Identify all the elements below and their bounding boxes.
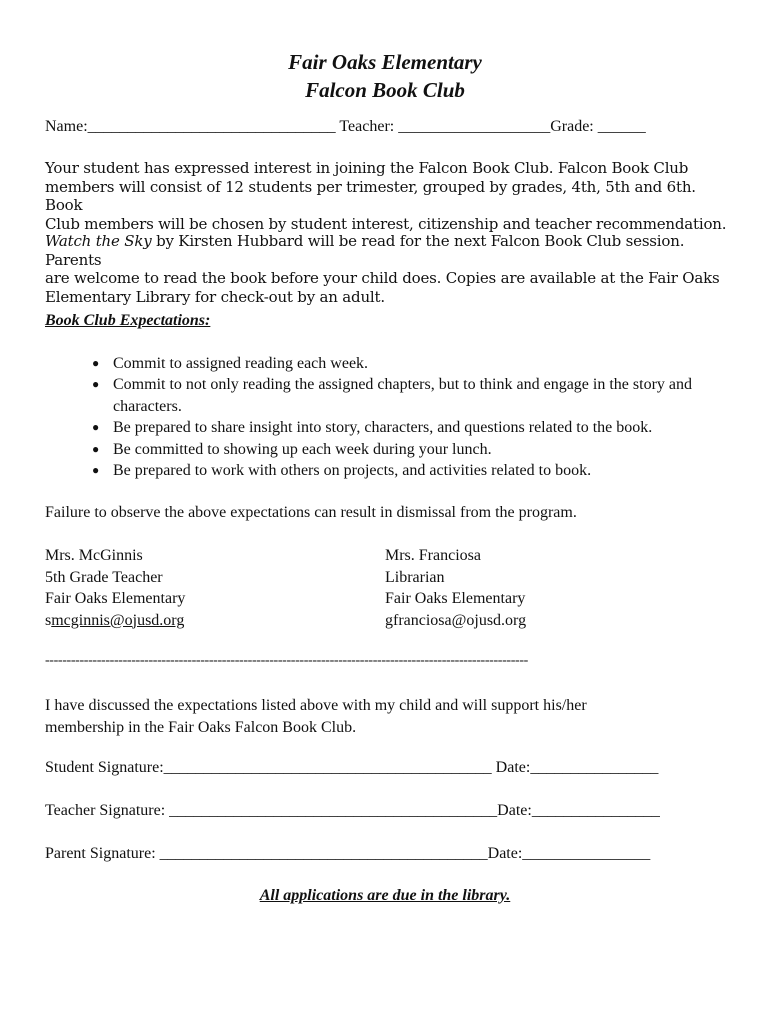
- teacher-field[interactable]: ___________________: [398, 118, 551, 135]
- expectations-heading: Book Club Expectations:: [45, 312, 211, 329]
- date-label: Date:: [497, 802, 532, 819]
- name-field[interactable]: _______________________________: [87, 118, 336, 135]
- book-paragraph: [45, 232, 735, 306]
- signature-label: Parent Signature:: [45, 845, 156, 862]
- due-notice: All applications are due in the library.: [259, 887, 511, 904]
- date-label: Date:: [495, 759, 531, 776]
- grade-label: Grade:: [550, 118, 594, 135]
- contact-name: Mrs. McGinnis: [45, 547, 143, 564]
- grade-field[interactable]: ______: [597, 118, 646, 135]
- contact-name: Mrs. Franciosa: [385, 547, 481, 564]
- contact-role: 5th Grade Teacher: [45, 568, 163, 586]
- contact-school: Fair Oaks Elementary: [45, 590, 186, 607]
- parent-signature-field[interactable]: _________________________________________: [159, 845, 488, 862]
- list-item: ● Be committed to showing up each week during your lunch.: [92, 439, 732, 460]
- contact-franciosa: [385, 545, 526, 631]
- parent-signature-line: [45, 845, 650, 863]
- cut-line-divider: ----------------------------------------------------------------------------------------------------------------: [45, 653, 528, 668]
- intro-line: members will consist of 12 students per trimester, grouped by grades, 4th, 5th and 6th. Book: [45, 177, 696, 214]
- signature-label: Student Signature:: [45, 759, 164, 776]
- list-item: ● Be prepared to share insight into story, characters, and questions related to the book.: [92, 417, 732, 438]
- book-line: Watch the Sky by Kirsten Hubbard will be read for the next Falcon Book Club session. Parents: [45, 232, 685, 269]
- teacher-label: Teacher:: [339, 118, 395, 135]
- teacher-signature-field[interactable]: _________________________________________: [169, 802, 498, 819]
- list-item: ● Be prepared to work with others on projects, and activities related to book.: [92, 460, 732, 481]
- book-title: Watch the Sky: [45, 232, 152, 250]
- list-item: ● Commit to not only reading the assigned chapters, but to think and engage in the story and characters.: [92, 374, 732, 417]
- teacher-date-field[interactable]: ________________: [531, 802, 660, 819]
- book-line: Elementary Library for check-out by an adult.: [45, 287, 385, 306]
- page-subtitle: Falcon Book Club: [305, 78, 465, 102]
- contact-role: Librarian: [385, 568, 445, 586]
- student-signature-field[interactable]: _________________________________________: [163, 759, 492, 776]
- contact-mcginnis: [45, 545, 185, 631]
- contact-school: Fair Oaks Elementary: [385, 590, 526, 607]
- expectations-list: [92, 353, 732, 481]
- list-item: ● Commit to assigned reading each week.: [92, 353, 732, 374]
- intro-line: Club members will be chosen by student interest, citizenship and teacher recommendation.: [45, 214, 727, 233]
- date-label: Date:: [487, 845, 523, 862]
- name-label: Name:: [45, 118, 88, 135]
- student-date-field[interactable]: ________________: [530, 759, 659, 776]
- contact-email[interactable]: gfranciosa@ojusd.org: [385, 611, 527, 629]
- intro-paragraph: [45, 159, 735, 233]
- signature-label: Teacher Signature:: [45, 802, 166, 819]
- contact-email[interactable]: smcginnis@ojusd.org: [45, 611, 185, 629]
- student-signature-line: [45, 759, 658, 777]
- intro-line: Your student has expressed interest in joining the Falcon Book Club. Falcon Book Club: [45, 159, 689, 177]
- parent-date-field[interactable]: ________________: [522, 845, 651, 862]
- agreement-paragraph: I have discussed the expectations listed above with my child and will support his/her membership in the Fair Oaks Falcon Book Club.: [45, 697, 587, 736]
- teacher-signature-line: [45, 802, 660, 820]
- book-line: are welcome to read the book before your child does. Copies are available at the Fair Oaks: [45, 269, 720, 287]
- student-info-line: [45, 118, 646, 136]
- dismissal-warning: Failure to observe the above expectations can result in dismissal from the program.: [45, 504, 577, 521]
- page-title: Fair Oaks Elementary: [288, 50, 482, 74]
